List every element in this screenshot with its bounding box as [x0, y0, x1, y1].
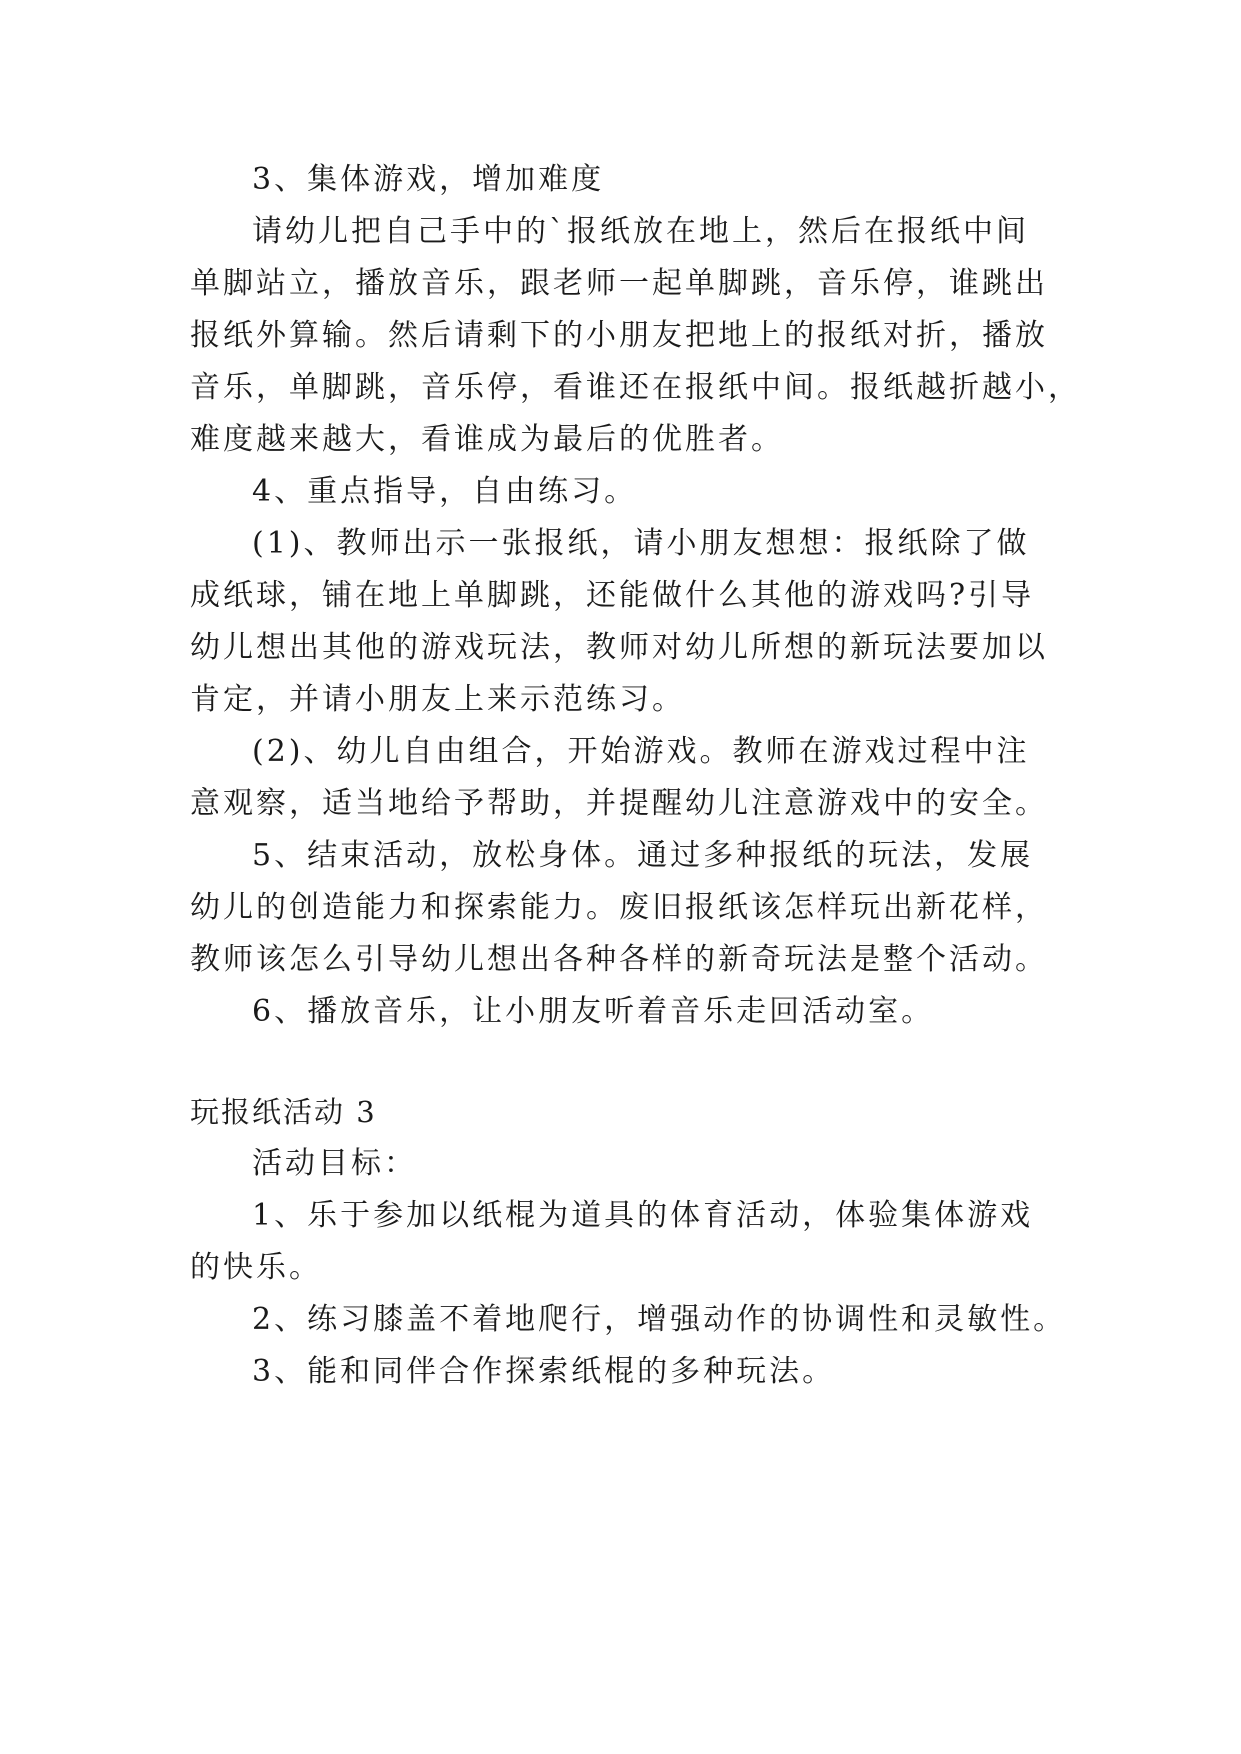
item3-line-4: 音乐，单脚跳，音乐停，看谁还在报纸中间。报纸越折越小， [190, 370, 1081, 405]
item6: 6、播放音乐，让小朋友听着音乐走回活动室。 [252, 994, 935, 1029]
item4-sub2-line-1: (2)、幼儿自由组合，开始游戏。教师在游戏过程中注 [252, 734, 1030, 769]
item4-sub1-line-2: 成纸球，铺在地上单脚跳，还能做什么其他的游戏吗?引导 [190, 578, 1035, 613]
goal1-line-2: 的快乐。 [190, 1250, 322, 1285]
goals-label: 活动目标： [252, 1146, 417, 1181]
item3-title: 3、集体游戏，增加难度 [252, 162, 605, 197]
item4-sub2-line-2: 意观察，适当地给予帮助，并提醒幼儿注意游戏中的安全。 [190, 786, 1048, 821]
item3-line-2: 单脚站立，播放音乐，跟老师一起单脚跳，音乐停，谁跳出 [190, 266, 1048, 301]
item3-line-3: 报纸外算输。然后请剩下的小朋友把地上的报纸对折，播放 [190, 318, 1048, 353]
goal1-line-1: 1、乐于参加以纸棍为道具的体育活动，体验集体游戏 [252, 1198, 1034, 1233]
item4-sub1-line-3: 幼儿想出其他的游戏玩法，教师对幼儿所想的新玩法要加以 [190, 630, 1048, 665]
item4-sub1-line-1: (1)、教师出示一张报纸，请小朋友想想：报纸除了做 [252, 526, 1030, 561]
item5-line-1: 5、结束活动，放松身体。通过多种报纸的玩法，发展 [252, 838, 1034, 873]
item4-title: 4、重点指导，自由练习。 [252, 474, 638, 509]
item5-line-2: 幼儿的创造能力和探索能力。废旧报纸该怎样玩出新花样， [190, 890, 1048, 925]
section-title: 玩报纸活动 3 [190, 1095, 377, 1129]
item4-sub1-line-4: 肯定，并请小朋友上来示范练习。 [190, 682, 685, 717]
item5-line-3: 教师该怎么引导幼儿想出各种各样的新奇玩法是整个活动。 [190, 942, 1048, 977]
item3-line-5: 难度越来越大，看谁成为最后的优胜者。 [190, 422, 784, 457]
goal2: 2、练习膝盖不着地爬行，增强动作的协调性和灵敏性。 [252, 1302, 1067, 1337]
goal3: 3、能和同伴合作探索纸棍的多种玩法。 [252, 1354, 836, 1389]
item3-line-1: 请幼儿把自己手中的`报纸放在地上，然后在报纸中间 [252, 214, 1029, 249]
